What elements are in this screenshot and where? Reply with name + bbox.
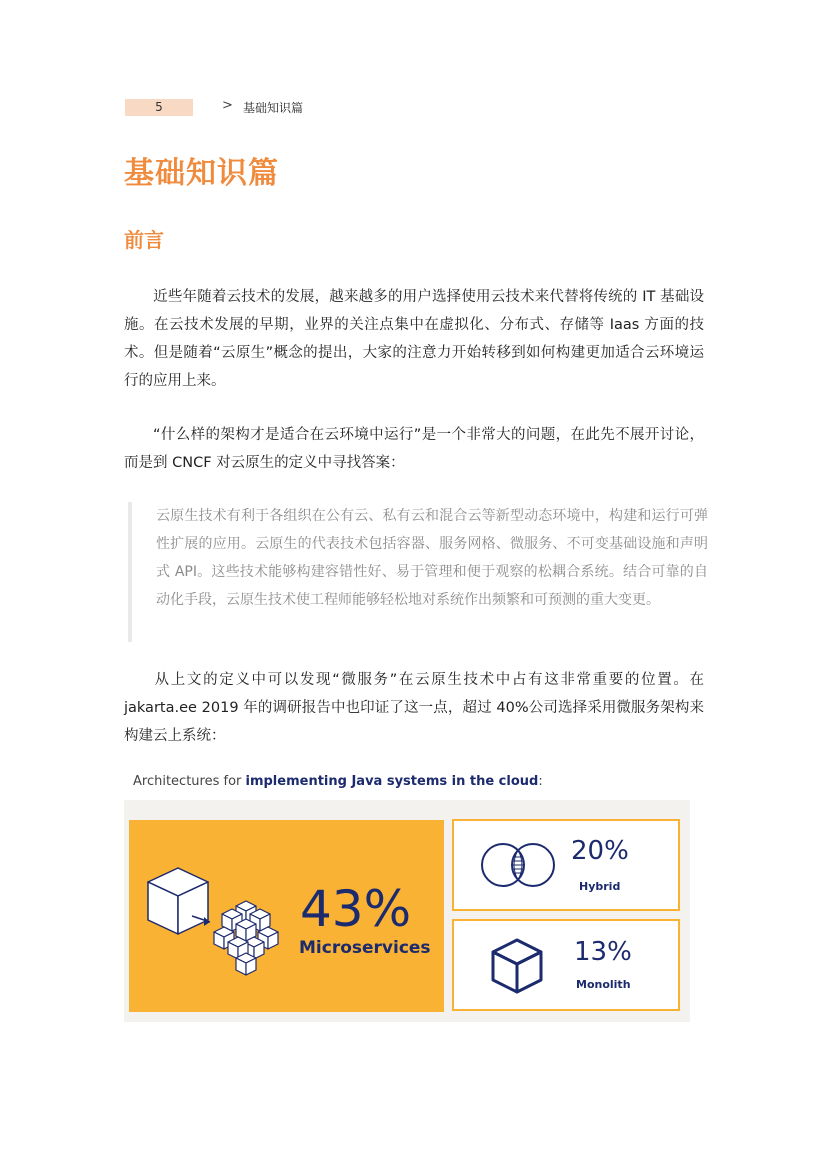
overlapping-circles-icon [480,842,556,888]
hybrid-label: Hybrid [579,880,621,893]
breadcrumb: 基础知识篇 [243,101,304,115]
quote-text: 云原生技术有利于各组织在公有云、私有云和混合云等新型动态环境中，构建和运行可弹性扩展的应用。云原生的代表技术包括容器、服务网格、微服务、不可变基础设施和声明式 API。这些技术能够构建容错性好、易于管理和便于观察的松耦合系统。结合可靠的自动化手段，云原生技术使工程师能够轻松地对系统作出频繁和可预测的重大变更。 [156,508,708,608]
microservices-label: Microservices [299,938,431,958]
monolith-label: Monolith [576,978,631,991]
cubes-icon [140,860,290,990]
intro-paragraph-2: “什么样的架构才是适合在云环境中运行”是一个非常大的问题，在此先不展开讨论，而是到 CNCF 对云原生的定义中寻找答案： [124,427,704,471]
section-title: 前言 [124,228,164,252]
microservices-paragraph: 从上文的定义中可以发现“微服务”在云原生技术中占有这非常重要的位置。在 jakarta.ee 2019 年的调研报告中也印证了这一点，超过 40%公司选择采用微服务架构来构建云上系统： [124,672,704,744]
figure-title: Architectures for implementing Java systems in the cloud: [133,774,543,789]
cube-icon [489,937,545,995]
cncf-definition-quote [128,502,708,642]
hybrid-percent: 20% [571,836,629,866]
monolith-percent: 13% [574,937,632,967]
intro-paragraph-1: 近些年随着云技术的发展，越来越多的用户选择使用云技术来代替将传统的 IT 基础设施。在云技术发展的早期，业界的关注点集中在虚拟化、分布式、存储等 Iaas 方面的技术。但是随着“云原生”概念的提出，大家的注意力开始转移到如何构建更加适合云环境运行的应用上来。 [124,289,704,389]
page-title: 基础知识篇 [124,156,279,191]
breadcrumb-chevron-icon: > [222,98,233,113]
page-number: 5 [125,99,193,116]
microservices-percent: 43% [300,880,412,938]
monolith-card [452,919,680,1011]
